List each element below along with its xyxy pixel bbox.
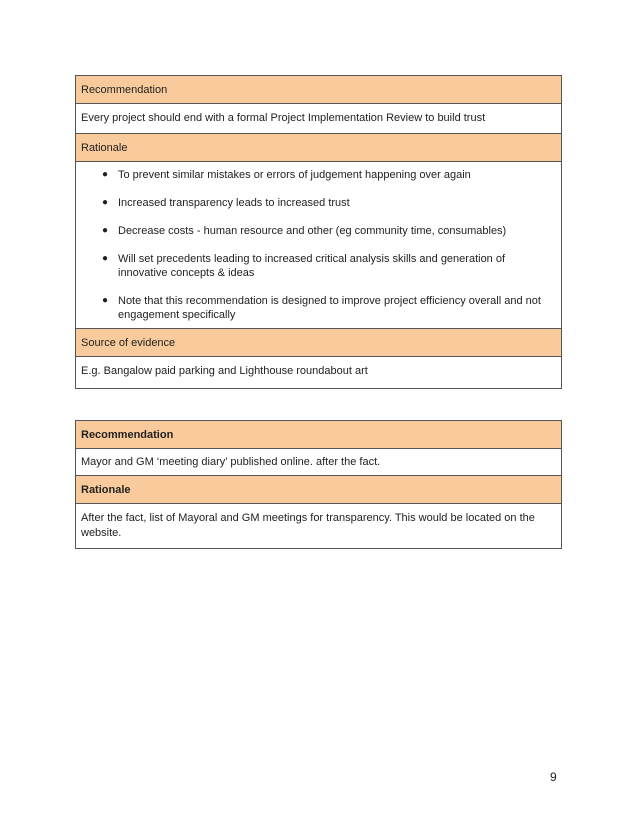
recommendation-header: Recommendation — [76, 421, 561, 449]
bullet-icon: ● — [102, 197, 109, 208]
bullet-icon: ● — [102, 295, 109, 306]
recommendation-table-1 — [75, 75, 562, 389]
rationale-item — [76, 224, 551, 238]
evidence-header: Source of evidence — [76, 329, 561, 357]
recommendation-header: Recommendation — [76, 76, 561, 104]
rationale-item-text: To prevent similar mistakes or errors of judgement happening over again — [118, 169, 471, 181]
rationale-cell — [76, 162, 561, 329]
recommendation-text: Mayor and GM ‘meeting diary’ published online. after the fact. — [76, 449, 561, 476]
rationale-item — [76, 294, 551, 322]
bullet-icon: ● — [102, 169, 109, 180]
page-number: 9 — [550, 770, 557, 784]
bullet-icon: ● — [102, 225, 109, 236]
rationale-item-text: Decrease costs - human resource and other (eg community time, consumables) — [118, 225, 507, 237]
rationale-item-text: Increased transparency leads to increased trust — [118, 197, 350, 209]
recommendation-text: Every project should end with a formal Project Implementation Review to build trust — [76, 104, 561, 134]
rationale-header: Rationale — [76, 134, 561, 162]
rationale-item — [76, 196, 551, 210]
recommendation-table-2 — [75, 420, 562, 549]
rationale-text: After the fact, list of Mayoral and GM meetings for transparency. This would be located on the website. — [81, 512, 535, 539]
bullet-icon: ● — [102, 253, 109, 264]
evidence-text: E.g. Bangalow paid parking and Lighthouse roundabout art — [81, 365, 368, 377]
rationale-list — [76, 162, 561, 328]
rationale-header: Rationale — [76, 476, 561, 504]
rationale-item — [76, 168, 551, 182]
rationale-item-text: Will set precedents leading to increased critical analysis skills and generation of innovative concepts & ideas — [118, 253, 506, 279]
rationale-item — [76, 252, 551, 280]
rationale-item-text: Note that this recommendation is designed to improve project efficiency overall and not engagement specifically — [118, 295, 541, 321]
